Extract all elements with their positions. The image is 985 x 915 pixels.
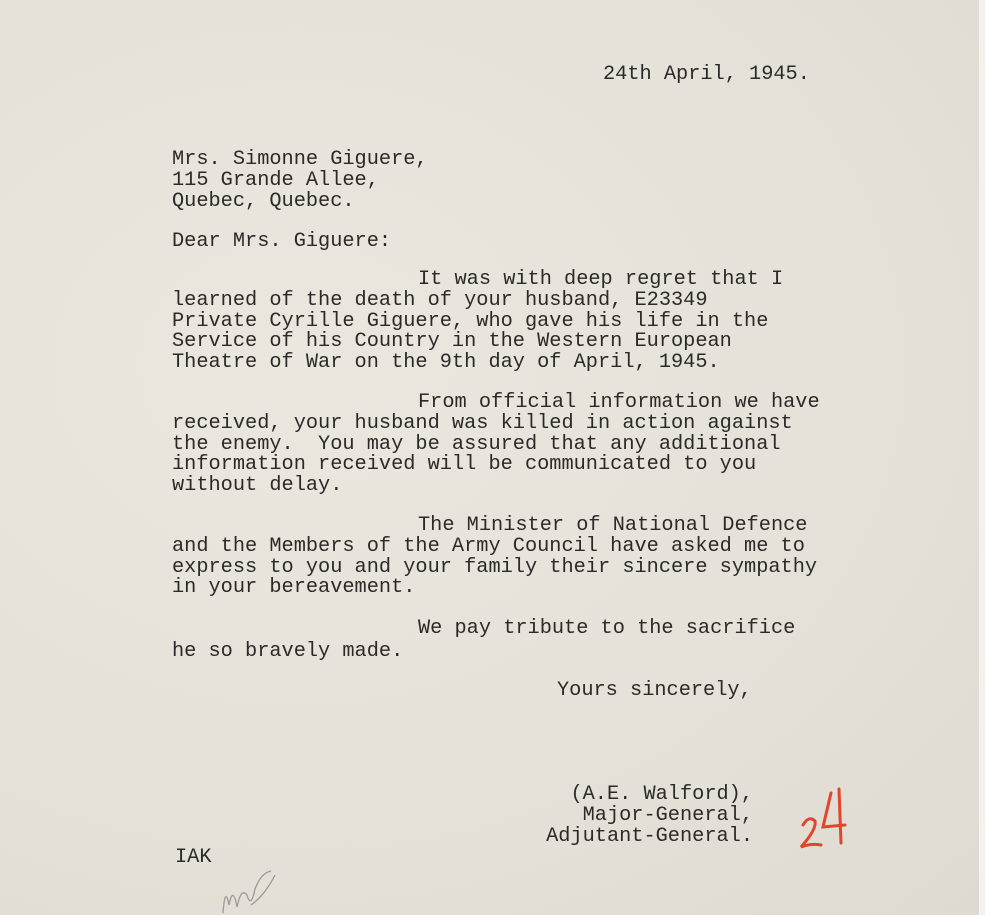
signatory-name: (A.E. Walford),: [570, 783, 753, 806]
recipient-address: [172, 150, 428, 212]
letter-date: 24th April, 1945.: [603, 63, 810, 86]
typist-initials: IAK: [175, 846, 212, 869]
signature-block: [500, 785, 753, 847]
paragraph-line: Private Cyrille Giguere, who gave his life in the: [172, 309, 769, 333]
paragraph-line: the enemy. You may be assured that any additional: [172, 432, 781, 456]
paragraph-1: [172, 270, 783, 374]
signatory-rank: Major-General,: [582, 803, 753, 827]
paragraph-line: Theatre of War on the 9th day of April, 1945.: [172, 351, 720, 375]
paragraph-line: learned of the death of your husband, E23349: [172, 288, 708, 312]
recipient-city: Quebec, Quebec.: [172, 189, 355, 213]
paragraph-line: information received will be communicated to you: [172, 453, 757, 477]
signatory-title: Adjutant-General.: [546, 824, 753, 848]
paragraph-4: [172, 619, 795, 663]
paragraph-line: Service of his Country in the Western European: [172, 330, 732, 354]
paragraph-line: The Minister of National Defence: [418, 514, 808, 537]
paper-edge: [979, 0, 985, 915]
paragraph-line: From official information we have: [418, 391, 820, 414]
paragraph-2: [172, 393, 820, 497]
pencil-initials-mark: [215, 865, 295, 915]
paragraph-3: [172, 516, 817, 599]
recipient-name: Mrs. Simonne Giguere,: [172, 148, 428, 171]
paragraph-line: he so bravely made.: [172, 639, 404, 663]
paragraph-line: We pay tribute to the sacrifice: [418, 617, 796, 640]
red-page-number-mark: [795, 785, 855, 855]
closing: Yours sincerely,: [557, 679, 752, 702]
paragraph-line: It was with deep regret that I: [418, 268, 784, 291]
recipient-street: 115 Grande Allee,: [172, 168, 379, 192]
paragraph-line: in your bereavement.: [172, 576, 416, 600]
paragraph-line: received, your husband was killed in action against: [172, 411, 793, 435]
paragraph-line: without delay.: [172, 474, 343, 498]
paragraph-line: and the Members of the Army Council have asked me to: [172, 534, 805, 558]
paragraph-line: express to you and your family their sincere sympathy: [172, 555, 818, 579]
salutation: Dear Mrs. Giguere:: [172, 230, 392, 253]
